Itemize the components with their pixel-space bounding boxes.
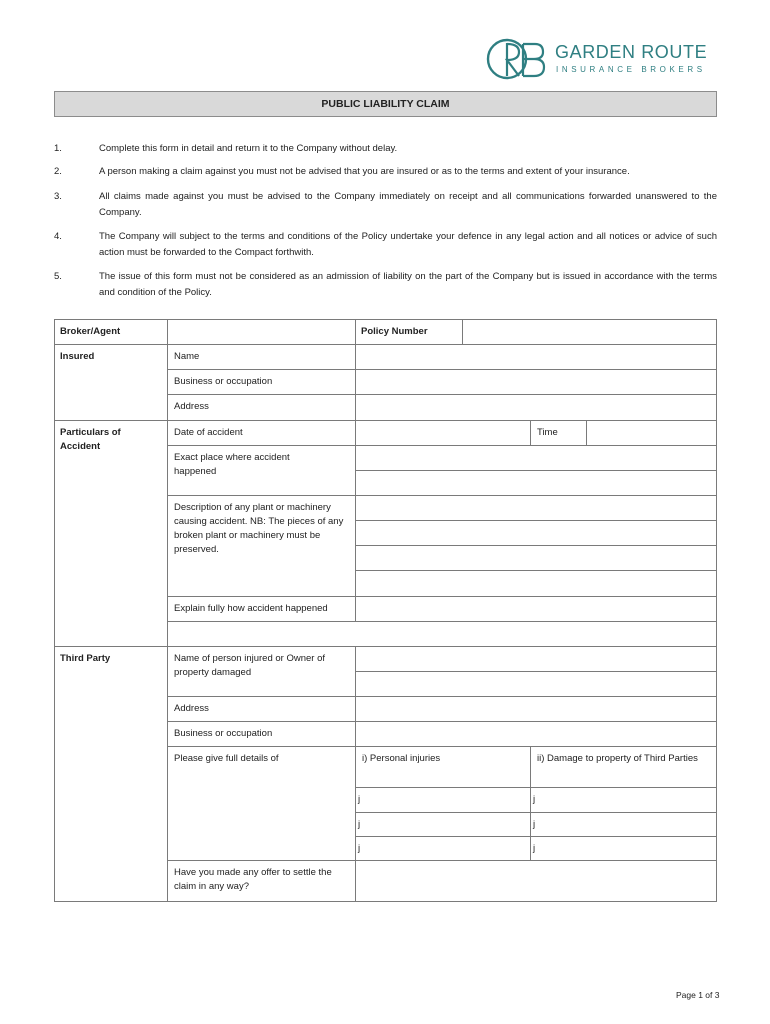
policy-number-field[interactable]: [462, 319, 717, 344]
tp-address-field[interactable]: [355, 696, 717, 721]
tp-address-label: Address: [174, 703, 209, 714]
row-mark: j: [358, 819, 361, 830]
tp-business-label: Business or occupation: [174, 728, 273, 739]
property-damage-label: ii) Damage to property of Third Parties: [537, 753, 698, 764]
explain-label: Explain fully how accident happened: [174, 603, 328, 614]
policy-number-label: Policy Number: [361, 326, 428, 337]
personal-injuries-row-2[interactable]: [355, 812, 530, 836]
logo-subtitle: INSURANCE BROKERS: [556, 65, 706, 74]
date-of-accident-label: Date of accident: [174, 427, 243, 438]
description-field-2[interactable]: [355, 520, 717, 545]
name-label: Name: [174, 351, 200, 362]
row-mark: j: [533, 794, 536, 805]
logo-name: GARDEN ROUTE: [555, 42, 708, 62]
date-of-accident-field[interactable]: [355, 420, 530, 445]
form-title: PUBLIC LIABILITY CLAIM: [54, 91, 717, 117]
third-party-label: Third Party: [60, 653, 111, 664]
property-damage-row-3[interactable]: [530, 836, 717, 860]
personal-injuries-row-3[interactable]: [355, 836, 530, 860]
row-mark: j: [533, 843, 536, 854]
company-logo: [486, 37, 716, 81]
description-field-3[interactable]: [355, 545, 717, 570]
explain-field-1[interactable]: [355, 596, 717, 621]
description-field-1[interactable]: [355, 495, 717, 520]
claim-form-table: [54, 319, 717, 902]
time-label: Time: [537, 427, 558, 438]
personal-injuries-row-1[interactable]: [355, 787, 530, 812]
insured-label: Insured: [60, 351, 95, 362]
broker-agent-label: Broker/Agent: [60, 326, 121, 337]
person-injured-field-2[interactable]: [355, 671, 717, 696]
description-field-4[interactable]: [355, 570, 717, 596]
broker-agent-field[interactable]: [167, 319, 355, 344]
name-field[interactable]: [355, 344, 717, 369]
property-damage-row-1[interactable]: [530, 787, 717, 812]
particulars-label: Particulars of Accident: [60, 427, 121, 452]
full-details-label: Please give full details of: [174, 753, 279, 764]
person-injured-label: Name of person injured or Owner of property damaged: [174, 653, 326, 678]
offer-settle-field[interactable]: [355, 860, 717, 902]
exact-place-field-1[interactable]: [355, 445, 717, 470]
row-mark: j: [533, 819, 536, 830]
page-number: Page 1 of 3: [676, 990, 720, 1000]
property-damage-row-2[interactable]: [530, 812, 717, 836]
explain-field-2[interactable]: [167, 621, 717, 646]
row-mark: j: [358, 843, 361, 854]
rb-monogram-icon: [486, 37, 548, 81]
row-mark: j: [358, 794, 361, 805]
personal-injuries-label: i) Personal injuries: [362, 753, 441, 764]
description-label: Description of any plant or machinery causing accident. NB: The pieces of any broken plant or machinery must be preserved.: [174, 502, 344, 555]
business-field[interactable]: [355, 369, 717, 394]
third-party-section: [54, 646, 167, 902]
time-field[interactable]: [586, 420, 717, 445]
offer-settle-label: Have you made any offer to settle the claim in any way?: [174, 867, 332, 892]
business-label: Business or occupation: [174, 376, 273, 387]
tp-business-field[interactable]: [355, 721, 717, 746]
exact-place-field-2[interactable]: [355, 470, 717, 495]
exact-place-label: Exact place where accident happened: [174, 452, 290, 477]
address-field[interactable]: [355, 394, 717, 420]
address-label: Address: [174, 401, 209, 412]
person-injured-field-1[interactable]: [355, 646, 717, 671]
